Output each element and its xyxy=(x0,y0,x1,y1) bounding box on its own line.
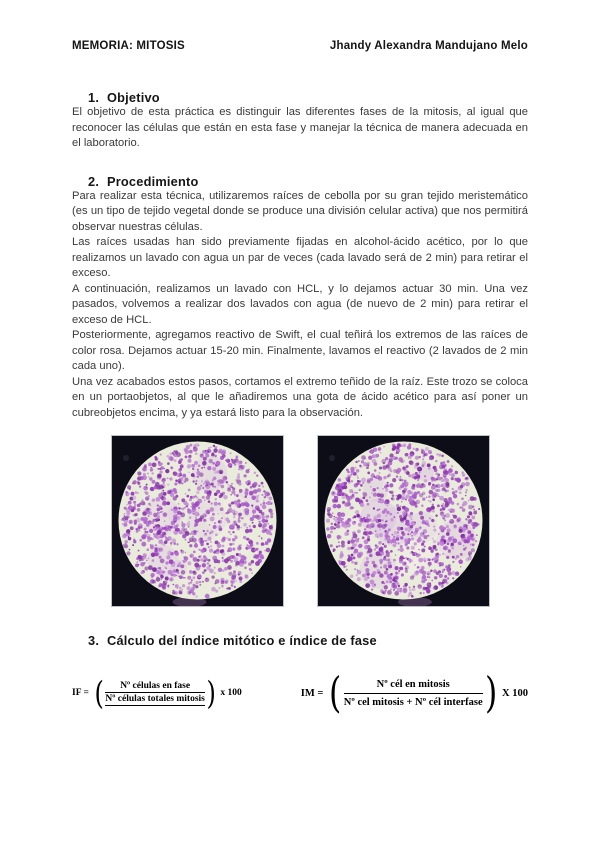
section-number: 1. xyxy=(88,90,100,105)
page-header xyxy=(72,40,528,52)
onion-root-micrograph-left xyxy=(111,435,284,607)
fraction-numerator: Nº células en fase xyxy=(105,681,204,693)
section-heading-calculo xyxy=(72,633,528,648)
close-paren: ) xyxy=(206,674,216,712)
paragraph-procedimiento-2a: Las raíces usadas han sido previamente fijadas en alcohol-ácido acético, por lo que realizamos un lavado con agua un par de veces (cada lavado será de 2 min) para retirar el exceso. xyxy=(72,236,528,279)
paragraph-procedimiento-3: Una vez acabados estos pasos, cortamos el extremo teñido de la raíz. Este trozo se coloca en un portaobjetos, al que le añadiremos una gota de ácido acético para así poner un cubreobjetos encima, y ya estará listo para la observación. xyxy=(72,375,528,419)
paragraph-procedimiento-1: Para realizar esta técnica, utilizaremos raíces de cebolla por su gran tejido meristemático (es un tipo de tejido vegetal donde se produce una división celular activa) que nos permitirá observar nuestras células. xyxy=(72,189,528,233)
fraction xyxy=(105,681,204,706)
fraction-denominator: Nº cel mitosis + Nº cél interfase xyxy=(343,697,483,708)
open-paren: ( xyxy=(329,668,342,717)
section-title: Procedimiento xyxy=(107,173,199,189)
section-number: 3. xyxy=(88,633,100,648)
micrograph-row xyxy=(72,435,528,607)
doc-author: Jhandy Alexandra Mandujano Melo xyxy=(329,40,528,52)
formula-row xyxy=(72,668,528,717)
close-paren: ) xyxy=(484,668,497,717)
doc-title: MEMORIA: MITOSIS xyxy=(72,40,185,52)
formula-multiplier: x 100 xyxy=(220,688,242,698)
section-number: 2. xyxy=(88,173,100,189)
fraction-numerator: Nº cél en mitosis xyxy=(344,678,483,694)
formula-lhs: IM = xyxy=(300,687,324,699)
open-paren: ( xyxy=(94,674,104,712)
onion-root-micrograph-right xyxy=(317,435,490,607)
paragraph-procedimiento-2b: A continuación, realizamos un lavado con HCL, y lo dejamos actuar 30 min. Una vez pasados, volvemos a realizar dos lavados con agua (de nuevo de 2 min) para retirar el exceso de HCL. xyxy=(72,282,528,326)
section-title: Cálculo del índice mitótico e índice de fase xyxy=(107,633,377,648)
formula-multiplier: X 100 xyxy=(502,687,528,699)
section-heading-procedimiento xyxy=(72,174,528,189)
formula-lhs: IF = xyxy=(72,688,89,698)
section-heading-objetivo xyxy=(72,90,528,105)
paragraph-objetivo: El objetivo de esta práctica es distinguir las diferentes fases de la mitosis, al igual que reconocer las células que están en esta fase y manejar la técnica de manera adecuada en el laboratorio. xyxy=(72,106,528,149)
fraction-denominator: Nº células totales mitosis xyxy=(105,693,205,704)
formula-indice-mitotico xyxy=(300,668,528,717)
fraction xyxy=(344,678,483,708)
formula-indice-fase xyxy=(72,674,242,712)
paragraph-procedimiento-2c: Posteriormente, agregamos reactivo de Swift, el cual teñirá los extremos de las raíces de color rosa. Dejamos actuar 15-20 min. Finalmente, lavamos el reactivo (2 lavados de 2 min cada uno). xyxy=(72,329,528,372)
section-title: Objetivo xyxy=(107,90,160,105)
